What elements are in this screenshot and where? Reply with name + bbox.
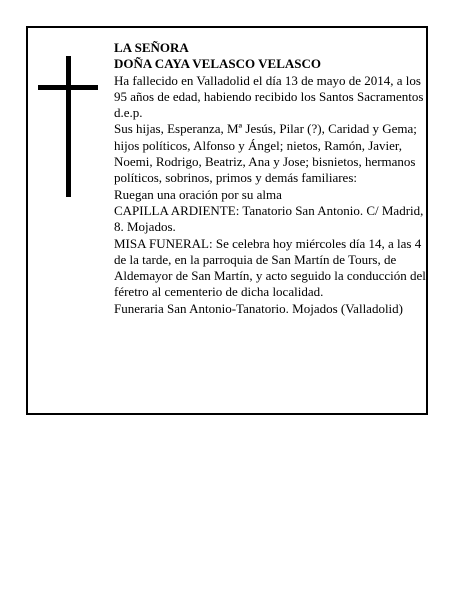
cross-horizontal-bar <box>38 85 98 90</box>
deceased-name: DOÑA CAYA VELASCO VELASCO <box>114 56 321 72</box>
funeral-mass-info: MISA FUNERAL: Se celebra hoy miércoles día 14, a las 4 de la tarde, en la parroquia de San Martín de Tours, de Aldemayor de San Martín, y acto seguido la conducción del féretro al cementerio de dicha localidad. <box>114 235 426 300</box>
dep-line: d.e.p. <box>114 105 143 121</box>
obituary-notice <box>26 26 428 415</box>
notice-title: LA SEÑORA <box>114 40 189 55</box>
funeral-home: Funeraria San Antonio-Tanatorio. Mojados (Valladolid) <box>114 300 404 316</box>
cross-vertical-bar <box>66 56 71 197</box>
death-statement: Ha fallecido en Valladolid el día 13 de mayo de 2014, a los 95 años de edad, habiendo recibido los Santos Sacramentos <box>114 72 424 104</box>
chapel-info: CAPILLA ARDIENTE: Tanatorio San Antonio. C/ Madrid, 8. Mojados. <box>114 202 424 235</box>
family-list: Sus hijas, Esperanza, Mª Jesús, Pilar (?), Caridad y Gema; hijos políticos, Alfonso y Ángel; nietos, Ramón, Javier, Noemi, Rodrigo, Beatriz, Ana y Jose; bisnietos, hermanos políticos, sobrinos, primos y demás familiares: <box>114 121 417 186</box>
notice-body <box>114 40 426 317</box>
prayer-request: Ruegan una oración por su alma <box>114 186 282 202</box>
